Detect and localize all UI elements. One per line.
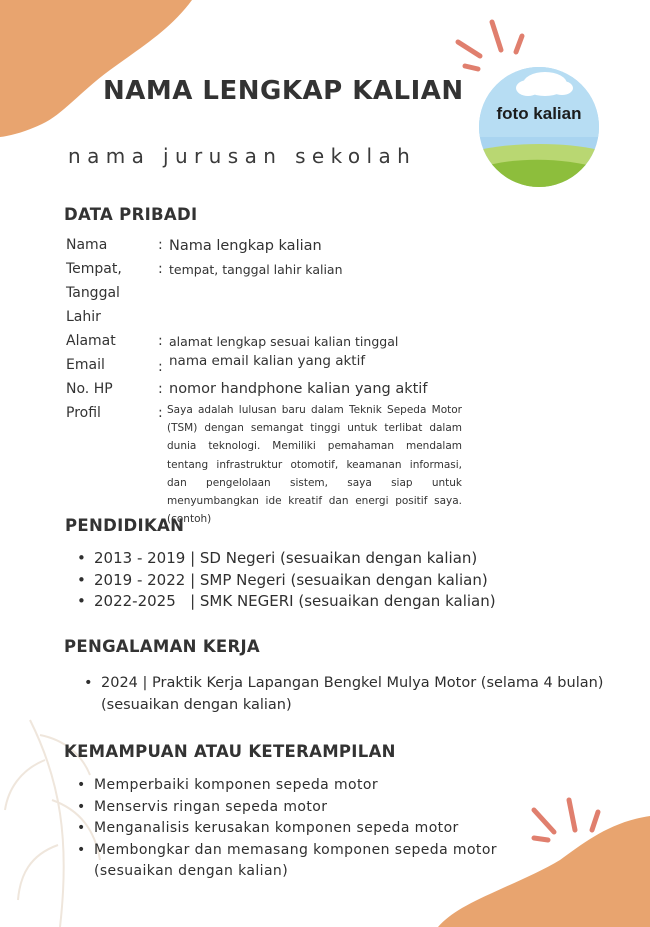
education-item: • 2013 - 2019 | SD Negeri (sesuaikan dengan kalian): [77, 548, 496, 570]
skills-heading: KEMAMPUAN ATAU KETERAMPILAN: [64, 742, 396, 761]
profile-label: Profil: [66, 405, 101, 421]
address-label: Alamat: [66, 333, 116, 349]
full-name-title: NAMA LENGKAP KALIAN: [103, 76, 464, 106]
personal-data-heading: DATA PRIBADI: [64, 205, 198, 224]
education-heading: PENDIDIKAN: [65, 516, 185, 535]
birth-colon: :: [158, 261, 163, 277]
photo-placeholder: [479, 67, 599, 187]
experience-heading: PENGALAMAN KERJA: [64, 637, 260, 656]
photo-sparkle-lines: [458, 22, 522, 69]
bottom-sparkle-lines: [534, 800, 598, 840]
phone-value: nomor handphone kalian yang aktif: [169, 381, 428, 397]
profile-value: Saya adalah lulusan baru dalam Teknik Sepeda Motor (TSM) dengan semangat tinggi untuk terlibat dalam dunia teknologi. Memiliki pemahaman mendalam tentang infrastruktur otomotif, keamanan informasi, dan pengelolaan sistem, saya siap untuk menyumbangkan ide kreatif dan energi positif saya. (contoh): [167, 404, 462, 526]
name-colon: :: [158, 237, 163, 253]
skill-item: • Menganalisis kerusakan komponen sepeda motor: [77, 818, 497, 840]
email-value: nama email kalian yang aktif: [169, 353, 366, 369]
top-left-blob: [0, 0, 192, 137]
skill-item: • Memperbaiki komponen sepeda motor: [77, 775, 497, 797]
address-value: alamat lengkap sesuai kalian tinggal: [169, 334, 399, 349]
education-list: [77, 548, 496, 613]
birth-label-line3: Lahir: [66, 309, 101, 325]
skill-item: • Membongkar dan memasang komponen sepeda motor (sesuaikan dengan kalian): [77, 840, 497, 883]
profile-colon: :: [158, 405, 163, 421]
experience-list: [84, 672, 604, 716]
address-colon: :: [158, 333, 163, 349]
education-item: • 2022-2025 | SMK NEGERI (sesuaikan dengan kalian): [77, 591, 496, 613]
skills-list: [77, 775, 497, 883]
education-item: • 2019 - 2022 | SMP Negeri (sesuaikan dengan kalian): [77, 570, 496, 592]
skill-item: • Menservis ringan sepeda motor: [77, 797, 497, 819]
birth-value: tempat, tanggal lahir kalian: [169, 262, 343, 277]
name-label: Nama: [66, 237, 108, 253]
name-value: Nama lengkap kalian: [169, 238, 322, 254]
photo-label: foto kalian: [496, 104, 582, 123]
birth-label-line2: Tanggal: [66, 285, 120, 301]
experience-item: • 2024 | Praktik Kerja Lapangan Bengkel Mulya Motor (selama 4 bulan) (sesuaikan dengan kalian): [84, 672, 604, 716]
phone-label: No. HP: [66, 381, 113, 397]
birth-label-line1: Tempat,: [66, 261, 122, 277]
phone-colon: :: [158, 381, 163, 397]
email-colon: :: [158, 359, 163, 375]
major-subtitle: nama jurusan sekolah: [68, 144, 417, 168]
email-label: Email: [66, 357, 105, 373]
